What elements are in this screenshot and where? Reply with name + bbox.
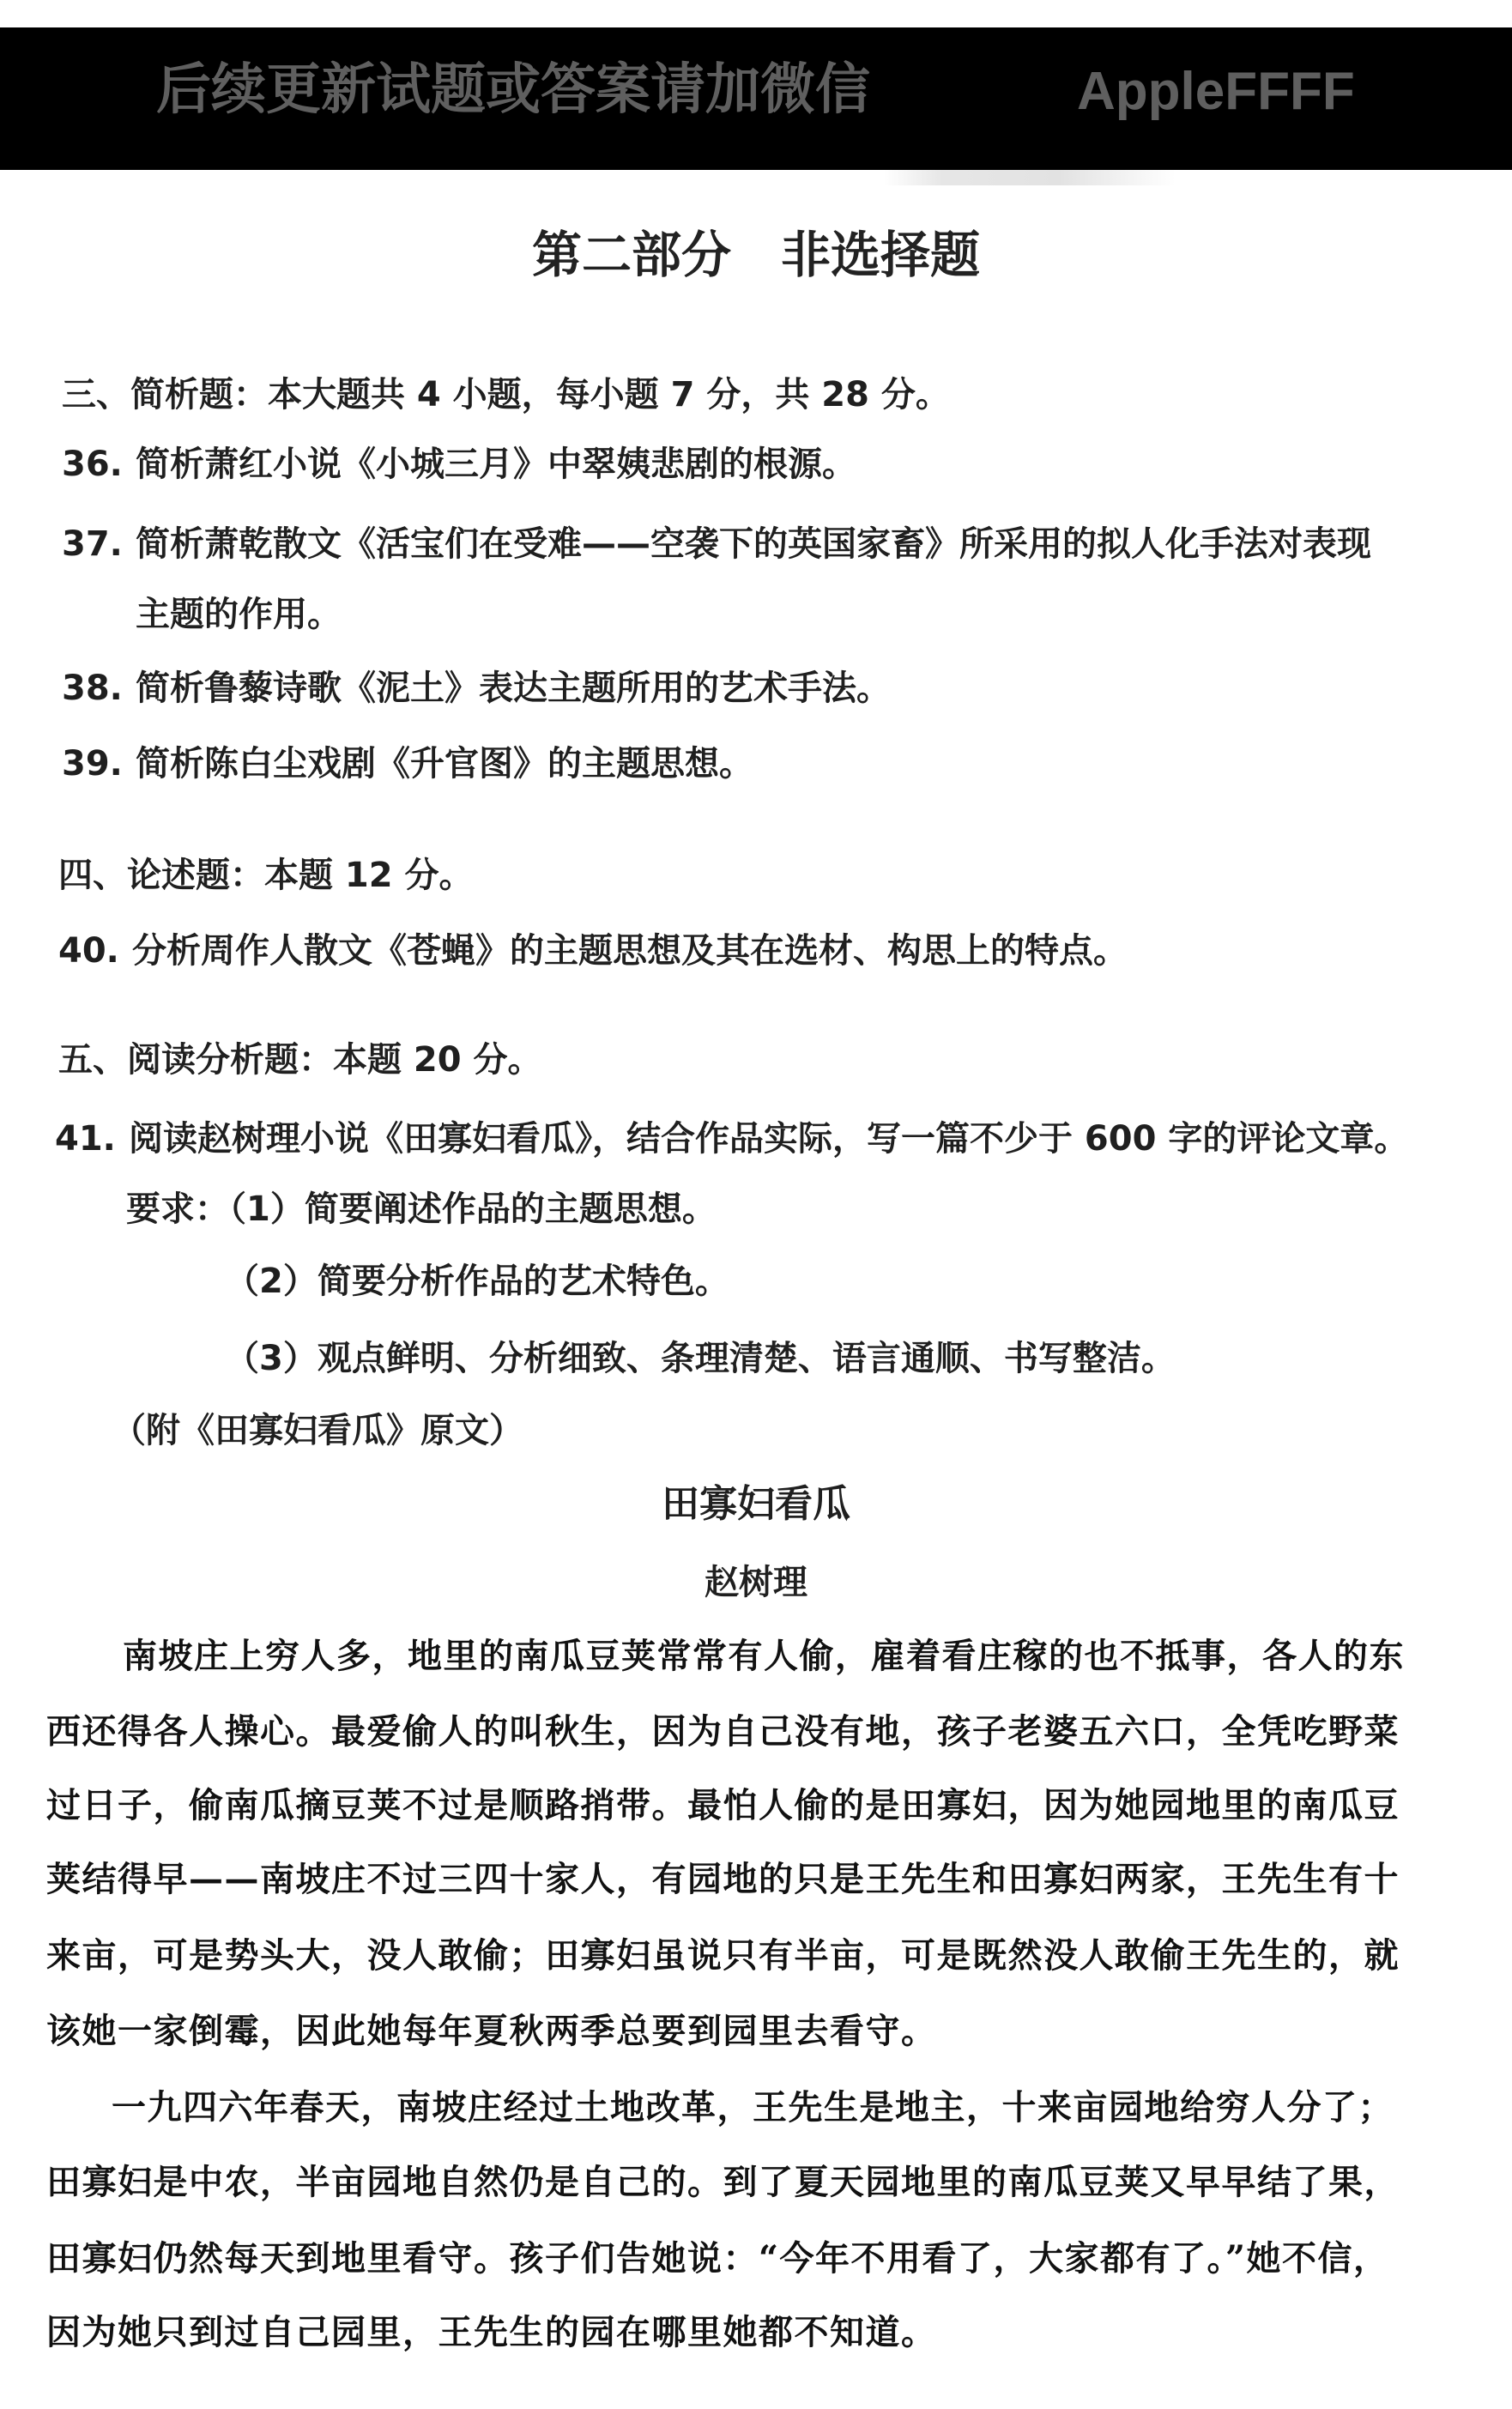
requirement-3: （3）观点鲜明、分析细致、条理清楚、语言通顺、书写整洁。 [225,1339,1176,1378]
part-title: 第二部分 非选择题 [531,226,980,284]
paragraph-line: 田寡妇是中农，半亩园地自然仍是自己的。到了夏天园地里的南瓜豆荚又早早结了果， [46,2162,1400,2202]
question-text: 简析萧乾散文《活宝们在受难——空袭下的英国家畜》所采用的拟人化手法对表现 [136,524,1371,564]
requirement-1: 要求：（1）简要阐述作品的主题思想。 [126,1189,717,1229]
story-author: 赵树理 [705,1563,807,1602]
question-38 [62,667,891,710]
section-header-4: 四、论述题：本题 12 分。 [58,856,474,895]
scan-artifact [884,170,1176,185]
question-number: 37. [62,524,123,564]
question-number: 40. [58,931,119,971]
watermark-banner [0,27,1512,170]
paragraph-line: 南坡庄上穷人多，地里的南瓜豆荚常常有人偷，雇着看庄稼的也不抵事，各人的东 [123,1636,1405,1676]
paragraph-line: 荚结得早——南坡庄不过三四十家人，有园地的只是王先生和田寡妇两家，王先生有十 [46,1859,1400,1899]
paragraph-line: 一九四六年春天，南坡庄经过土地改革，王先生是地主，十来亩园地给穷人分了； [112,2087,1394,2128]
question-41 [55,1117,1408,1160]
question-36 [62,443,856,486]
section-header-5: 五、阅读分析题：本题 20 分。 [58,1040,542,1080]
question-40 [58,929,1128,972]
question-text: 分析周作人散文《苍蝇》的主题思想及其在选材、构思上的特点。 [132,931,1128,971]
paragraph-line: 田寡妇仍然每天到地里看守。孩子们告她说：“今年不用看了，大家都有了。”她不信， [46,2238,1389,2279]
question-39 [62,742,753,785]
section-header-3: 三、简析题：本大题共 4 小题，每小题 7 分，共 28 分。 [62,375,950,415]
question-number: 39. [62,744,123,784]
story-title: 田寡妇看瓜 [662,1482,850,1526]
question-number: 36. [62,445,123,484]
paragraph-line: 西还得各人操心。最爱偷人的叫秋生，因为自己没有地，孩子老婆五六口，全凭吃野菜 [46,1711,1400,1752]
paragraph-line: 该她一家倒霉，因此她每年夏秋两季总要到园里去看守。 [46,2011,937,2051]
question-text: 简析萧红小说《小城三月》中翠姨悲剧的根源。 [136,445,856,484]
question-37-continued: 主题的作用。 [136,595,342,634]
question-text: 简析陈白尘戏剧《升官图》的主题思想。 [136,744,753,784]
paragraph-line: 因为她只到过自己园里，王先生的园在哪里她都不知道。 [46,2312,937,2352]
question-text: 简析鲁藜诗歌《泥土》表达主题所用的艺术手法。 [136,669,891,708]
banner-contact: AppleFFFF [1077,62,1355,121]
question-number: 38. [62,669,123,708]
paragraph-line: 过日子，偷南瓜摘豆荚不过是顺路捎带。最怕人偷的是田寡妇，因为她园地里的南瓜豆 [46,1785,1400,1825]
question-number: 41. [55,1119,116,1159]
question-37 [62,523,1371,566]
paragraph-line: 来亩，可是势头大，没人敢偷；田寡妇虽说只有半亩，可是既然没人敢偷王先生的，就 [46,1935,1400,1976]
banner-text: 后续更新试题或答案请加微信 [156,58,870,122]
appendix-note: （附《田寡妇看瓜》原文） [112,1411,523,1450]
requirement-2: （2）简要分析作品的艺术特色。 [225,1262,729,1301]
question-text: 阅读赵树理小说《田寡妇看瓜》，结合作品实际，写一篇不少于 600 字的评论文章。 [129,1119,1409,1159]
